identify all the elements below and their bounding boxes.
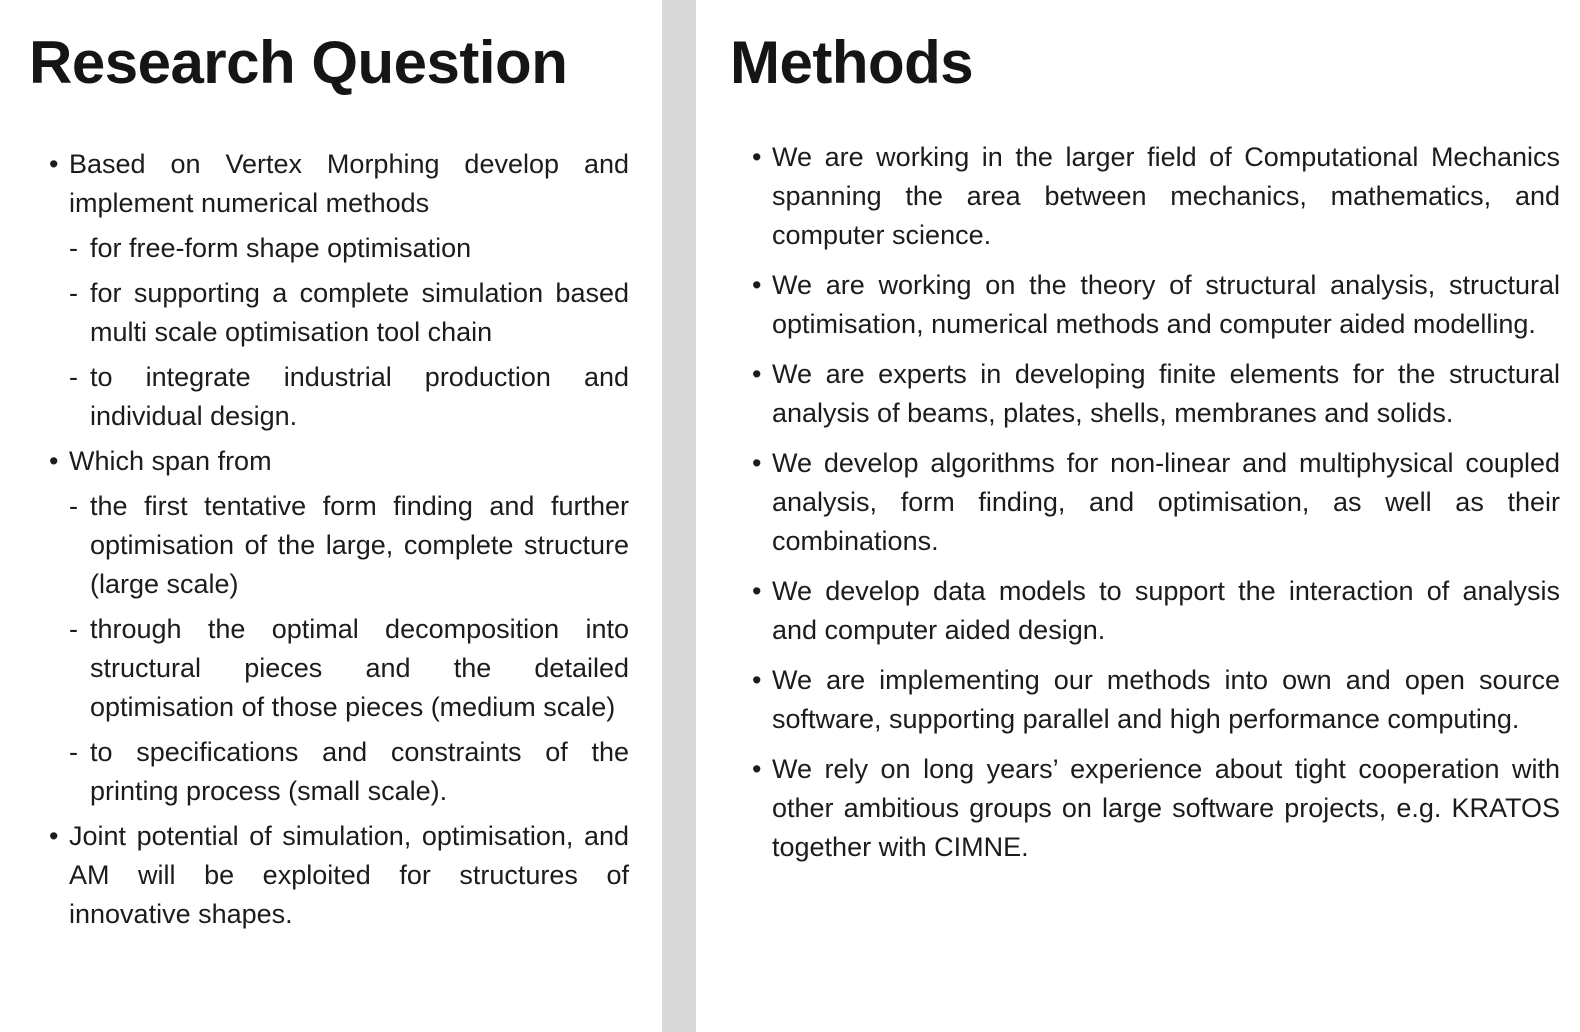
column-divider <box>662 0 696 1032</box>
bullet-text: Joint potential of simulation, optimisation, and AM will be exploited for structures of innovative shapes. <box>69 821 629 929</box>
sub-list <box>69 229 629 436</box>
methods-bullet: • We are working in the larger field of Computational Mechanics spanning the area between mechanics, mathematics, and computer science. <box>772 138 1560 255</box>
research-question-heading: Research Question <box>29 29 568 96</box>
methods-bullet: • We are working on the theory of structural analysis, structural optimisation, numerical methods and computer aided modelling. <box>772 266 1560 344</box>
methods-column <box>730 0 1560 878</box>
methods-bullet: • We are experts in developing finite elements for the structural analysis of beams, plates, shells, membranes and solids. <box>772 355 1560 433</box>
methods-bullet: • We rely on long years’ experience about tight cooperation with other ambitious groups on large software projects, e.g. KRATOS together with CIMNE. <box>772 750 1560 867</box>
sub-item: - through the optimal decomposition into structural pieces and the detailed optimisation of those pieces (medium scale) <box>69 610 629 727</box>
research-question-list <box>29 145 629 934</box>
sub-item: - for free-form shape optimisation <box>69 229 629 268</box>
research-question-column <box>29 0 629 940</box>
sub-item: - to integrate industrial production and individual design. <box>69 358 629 436</box>
sub-item: - the first tentative form finding and further optimisation of the large, complete structure (large scale) <box>69 487 629 604</box>
methods-heading: Methods <box>730 29 974 96</box>
research-question-bullet <box>69 145 629 436</box>
methods-bullet: • We are implementing our methods into own and open source software, supporting parallel and high performance computing. <box>772 661 1560 739</box>
sub-item: - for supporting a complete simulation based multi scale optimisation tool chain <box>69 274 629 352</box>
bullet-text: Based on Vertex Morphing develop and implement numerical methods <box>69 149 629 218</box>
methods-list <box>730 138 1560 867</box>
research-question-bullet <box>69 817 629 934</box>
research-question-bullet <box>69 442 629 811</box>
methods-bullet: • We develop data models to support the interaction of analysis and computer aided design. <box>772 572 1560 650</box>
bullet-text: Which span from <box>69 446 272 476</box>
sub-list <box>69 487 629 811</box>
methods-bullet: • We develop algorithms for non-linear and multiphysical coupled analysis, form finding, and optimisation, as well as their combinations. <box>772 444 1560 561</box>
sub-item: - to specifications and constraints of the printing process (small scale). <box>69 733 629 811</box>
